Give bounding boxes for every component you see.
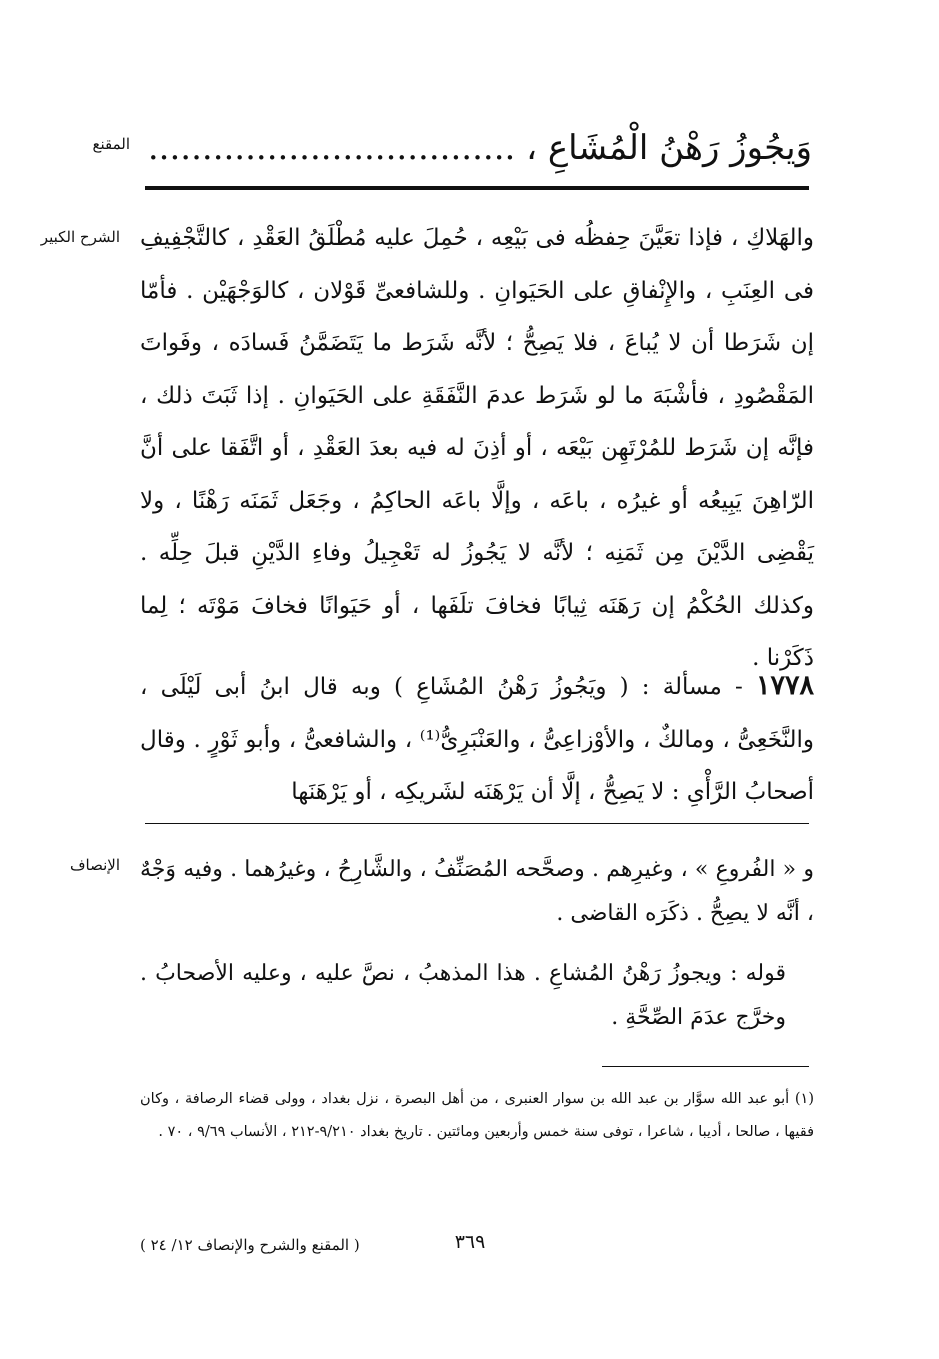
sharh-paragraph xyxy=(140,212,814,685)
page-number: ٣٦٩ xyxy=(454,1231,486,1253)
muqni-label: المقنع xyxy=(92,135,130,153)
insaf-text-2: قوله : ويجوزُ رَهْنُ المُشاعِ . هذا المذهبُ ، نصَّ عليه ، وعليه الأصحابُ . وخرَّج عدَمَ الصِّحَّةِ . xyxy=(140,961,786,1030)
insaf-label: الإنصاف xyxy=(69,856,120,874)
source-reference: ( المقنع والشرح والإنصاف ١٢/ ٢٤ ) xyxy=(140,1236,360,1254)
muqni-header-text: وَيجُوزُ رَهْنُ الْمُشَاعِ ، .................................. xyxy=(147,128,812,168)
footnote-rule xyxy=(602,1066,809,1067)
section-divider xyxy=(145,823,809,824)
insaf-paragraph-2 xyxy=(140,952,814,1040)
sharh-text: والهَلاكِ ، فإذا تعَيَّنَ حِفظُه فى بَيْعِه ، حُمِلَ عليه مُطْلَقُ العَقْدِ ، كالتَّجْفِيفِ فى العِنَبِ ، والإِنْفاقِ على الحَيَوانِ . وللشافعىِّ قَوْلان ، كالوَجْهَيْن . فأمّا إن شَرَطا أن لا يُباعَ ، فلا يَصِحُّ ؛ لأنَّه شَرَط ما يَتَضَمَّنُ فَسادَه ، وفَواتَ المَقْصُودِ ، فأشْبَهَ ما لو شَرَط عدمَ النَّفَقَةِ على الحَيَوانِ . إذا ثَبَتَ ذلك ، فإنَّه إن شَرَط للمُرْتَهِن بَيْعَه ، أو أذِنَ له فيه بعدَ العَقْدِ ، أو اتَّفَقا على أنَّ الرّاهِنَ يَبِيعُه أو غيرُه ، باعَه ، وإلَّا باعَه الحاكِمُ ، وجَعَل ثَمَنَه رَهْنًا ، ولا يَقْضِى الدَّيْنَ مِن ثَمَنِه ؛ لأنَّه لا يَجُوزُ له تَعْجِيلُ وفاءِ الدَّيْنِ قبلَ حِلِّه . وكذلك الحُكْمُ إن رَهَنَه ثِيابًا فخافَ تلَفَها ، أو حَيَوانًا فخافَ مَوْتَه ؛ لِما ذَكَرْنا . xyxy=(140,225,814,671)
insaf-paragraph-1 xyxy=(140,848,814,936)
masala-text: - مسألة : ( ويَجُوزُ رَهْنُ المُشَاعِ ) وبه قال ابنُ أبى لَيْلَى ، والنَّخَعِىُّ ، ومالكٌ ، والأوْزاعِىُّ ، والعَنْبَرِىُّ⁽¹⁾ ، والشافعىُّ ، وأبو ثَوْرٍ . وقال أصحابُ الرَّأْىِ : لا يَصِحُّ ، إلَّا أن يَرْهَنَه لشَريكِه ، أو يَرْهَنَها xyxy=(140,674,814,805)
header-rule xyxy=(145,186,809,190)
insaf-text-1: و « الفُروعِ » ، وغيرِهم . وصحَّحه المُصَنِّفُ ، والشَّارِحُ ، وغيرُهما . وفيه وَجْهٌ ، أنَّه لا يصِحُّ . ذكَرَه القاضى . xyxy=(140,857,814,926)
masala-paragraph xyxy=(140,660,814,819)
sharh-label: الشرح الكبير xyxy=(40,228,120,246)
masala-body xyxy=(140,660,814,819)
footnote: (١) أبو عبد الله سوَّار بن عبد الله بن سوار العنبرى ، من أهل البصرة ، نزل بغداد ، وولى قضاء الرصافة ، وكان فقيها ، صالحا ، أديبا ، شاعرا ، توفى سنة خمس وأربعين ومائتين . تاريخ بغداد ٩/٢١٠-٢١٢ ، الأنساب ٩/٦٩ ، ٧٠ . xyxy=(140,1091,814,1140)
masala-number: ١٧٧٨ xyxy=(755,670,814,701)
